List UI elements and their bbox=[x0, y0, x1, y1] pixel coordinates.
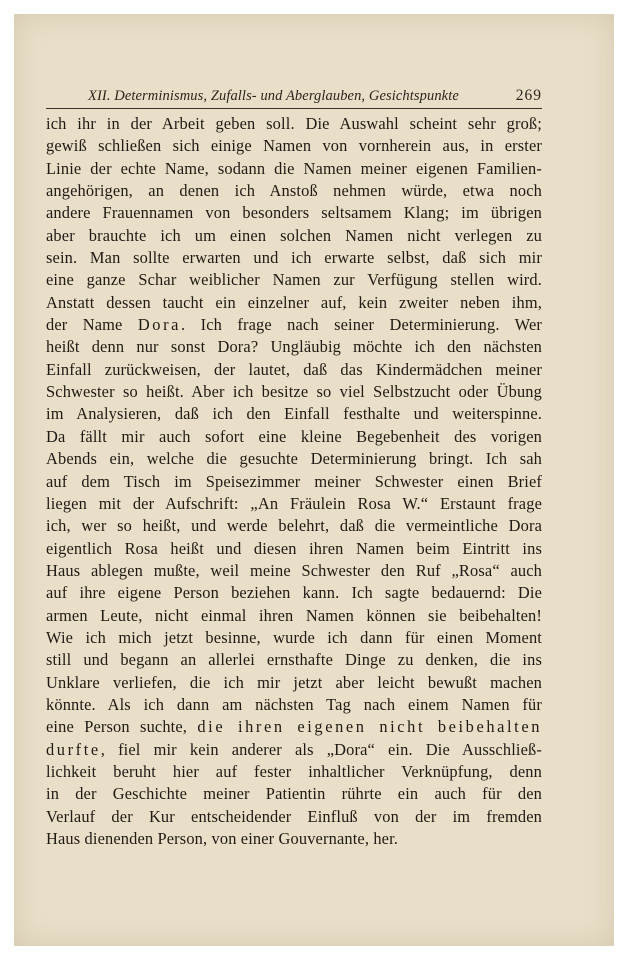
text-line: Einfall zurückweisen, der lautet, daß das Kindermädchen meiner bbox=[46, 359, 542, 379]
text-line: Da fällt mir auch sofort eine kleine Begebenheit des vorigen bbox=[46, 426, 542, 446]
text-line bbox=[46, 314, 542, 336]
emphasized-text: die ihren eigenen nicht beibehalten bbox=[197, 717, 542, 737]
text-line: Wie ich mich jetzt besinne, wurde ich dann für einen Moment bbox=[46, 627, 542, 647]
text-line: könnte. Als ich dann am nächsten Tag nach einem Namen für bbox=[46, 694, 542, 714]
text-segment: . Ich frage nach seiner Determinierung. Wer bbox=[181, 315, 542, 335]
text-line: Haus dienenden Person, von einer Gouvernante, her. bbox=[46, 829, 399, 848]
text-line: eigentlich Rosa heißt und diesen ihren Namen beim Eintritt ins bbox=[46, 538, 542, 558]
emphasized-text: Dora bbox=[137, 315, 182, 335]
text-line: im Analysieren, daß ich den Einfall festhalte und weiterspinne. bbox=[46, 404, 542, 424]
text-segment: der Name bbox=[46, 315, 138, 335]
text-line: Verlauf der Kur entscheidender Einfluß von der im fremden bbox=[46, 806, 542, 826]
text-line bbox=[46, 716, 542, 738]
text-line: aber brauchte ich um einen solchen Namen nicht verlegen zu bbox=[46, 225, 542, 245]
text-segment: eine Person suchte, bbox=[46, 717, 198, 737]
running-head bbox=[46, 86, 542, 108]
text-line: eine ganze Schar weiblicher Namen zur Verfügung stellen wird. bbox=[46, 270, 542, 290]
text-line: andere Frauennamen von besonders seltsamem Klang; im übrigen bbox=[46, 203, 542, 223]
body-text bbox=[46, 113, 542, 850]
text-line: gewiß schließen sich einige Namen von vornherein aus, in erster bbox=[46, 136, 542, 156]
page-number: 269 bbox=[515, 87, 542, 104]
text-line: Abends ein, welche die gesuchte Determinierung bringt. Ich sah bbox=[46, 449, 542, 469]
text-line: ich, wer so heißt, und werde belehrt, daß die vermeintliche Dora bbox=[46, 516, 542, 536]
text-line: auf dem Tisch im Speisezimmer meiner Schwester einen Brief bbox=[46, 471, 542, 491]
text-line: Anstatt dessen taucht ein einzelner auf, kein zweiter neben ihm, bbox=[46, 292, 542, 312]
text-line: Linie der echte Name, sodann die Namen meiner eigenen Familien- bbox=[46, 158, 542, 178]
text-line: auf ihre eigene Person beziehen kann. Ich sagte bedauernd: Die bbox=[46, 583, 542, 603]
text-line: Unklare verliefen, die ich mir jetzt aber leicht bewußt machen bbox=[46, 672, 542, 692]
text-line: Schwester so heißt. Aber ich besitze so viel Selbstzucht oder Übung bbox=[46, 382, 542, 402]
text-line bbox=[46, 739, 542, 761]
text-line: ich ihr in der Arbeit geben soll. Die Auswahl scheint sehr groß; bbox=[46, 114, 542, 133]
text-segment: , fiel mir kein anderer als „Dora“ ein. Die Ausschließ- bbox=[100, 739, 542, 759]
book-page bbox=[46, 86, 542, 850]
text-line: in der Geschichte meiner Patientin rührte ein auch für den bbox=[46, 784, 542, 804]
text-line: heißt denn nur sonst Dora? Ungläubig möchte ich den nächsten bbox=[46, 337, 542, 357]
chapter-title: XII. Determinismus, Zufalls- und Aberglauben, Gesichtspunkte bbox=[88, 88, 459, 104]
text-line: liegen mit der Aufschrift: „An Fräulein Rosa W.“ Erstaunt frage bbox=[46, 493, 542, 513]
emphasized-text: durfte bbox=[46, 739, 101, 759]
text-line: sein. Man sollte erwarten und ich erwarte selbst, daß sich mir bbox=[46, 248, 542, 268]
text-line: Haus ablegen mußte, weil meine Schwester den Ruf „Rosa“ auch bbox=[46, 560, 542, 580]
header-rule bbox=[46, 108, 542, 109]
text-line: still und begann an allerlei ernsthafte Dinge zu denken, die ins bbox=[46, 650, 542, 670]
text-line: angehörigen, an denen ich Anstoß nehmen würde, etwa noch bbox=[46, 181, 542, 201]
text-line: lichkeit beruht hier auf fester inhaltlicher Verknüpfung, denn bbox=[46, 761, 542, 781]
text-line: armen Leute, nicht einmal ihren Namen können sie beibehalten! bbox=[46, 605, 542, 625]
